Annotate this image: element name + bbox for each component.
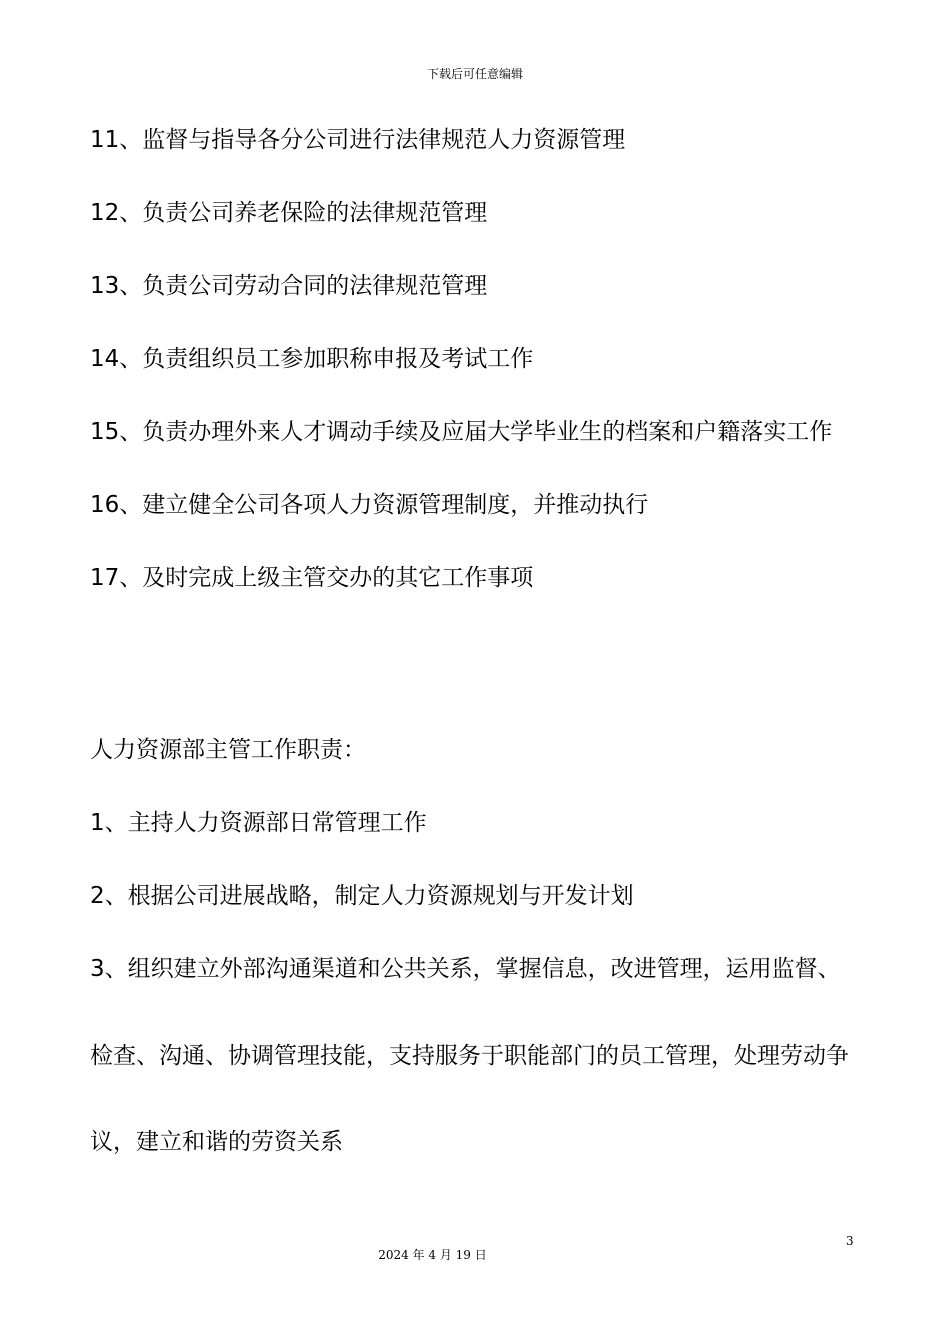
duty-item-16: 16、建立健全公司各项人力资源管理制度，并推动执行: [90, 492, 649, 518]
supervisor-duty-3-line-2: 检查、沟通、协调管理技能，支持服务于职能部门的员工管理，处理劳动争: [90, 1043, 849, 1069]
duty-item-11: 11、监督与指导各分公司进行法律规范人力资源管理: [90, 127, 626, 153]
duty-item-14: 14、负责组织员工参加职称申报及考试工作: [90, 346, 534, 372]
supervisor-duty-2: 2、根据公司进展战略，制定人力资源规划与开发计划: [90, 883, 634, 909]
duty-item-17: 17、及时完成上级主管交办的其它工作事项: [90, 565, 534, 591]
supervisor-duty-3-line-3: 议，建立和谐的劳资关系: [90, 1129, 343, 1155]
supervisor-duty-3-line-1: 3、组织建立外部沟通渠道和公共关系，掌握信息，改进管理，运用监督、: [90, 956, 841, 982]
section-heading: 人力资源部主管工作职责：: [90, 737, 366, 763]
page-number: 3: [846, 1234, 854, 1248]
page-header: 下载后可任意编辑: [426, 67, 523, 81]
duty-item-13: 13、负责公司劳动合同的法律规范管理: [90, 273, 488, 299]
supervisor-duty-1: 1、主持人力资源部日常管理工作: [90, 810, 427, 836]
duty-item-15: 15、负责办理外来人才调动手续及应届大学毕业生的档案和户籍落实工作: [90, 419, 833, 445]
footer-date: 2024 年 4 月 19 日: [378, 1248, 487, 1262]
duty-item-12: 12、负责公司养老保险的法律规范管理: [90, 200, 488, 226]
